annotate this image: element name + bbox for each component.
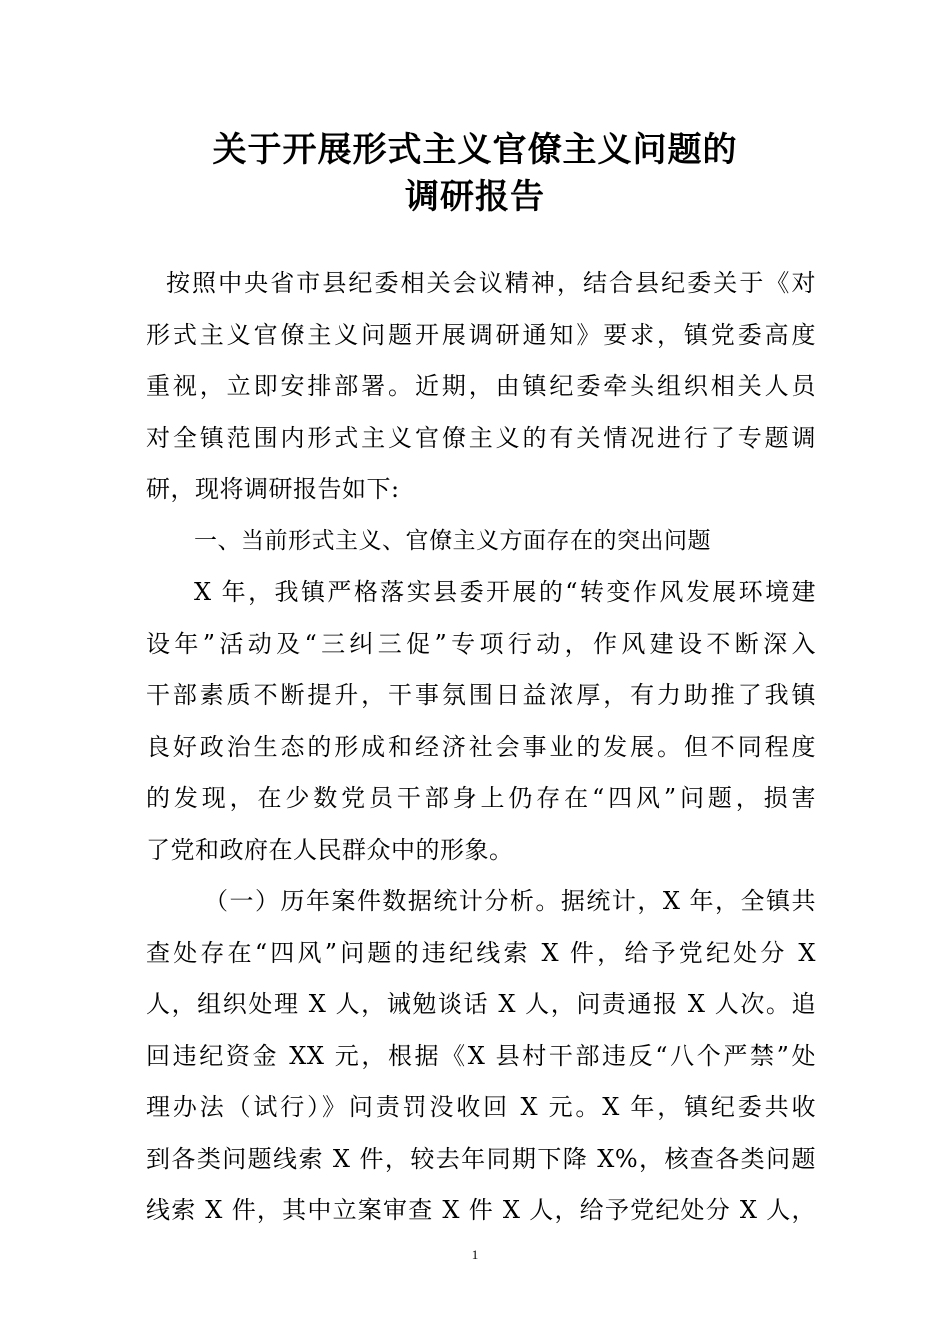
paragraph-1-line: 重视，立即安排部署。近期，由镇纪委牵头组织相关人员 [146,372,816,400]
paragraph-3-line: 线索 X 件，其中立案审查 X 件 X 人，给予党纪处分 X 人， [146,1196,816,1224]
document-title-line-2: 调研报告 [405,177,545,217]
paragraph-1-line: 对全镇范围内形式主义官僚主义的有关情况进行了专题调 [146,423,816,452]
paragraph-2-line: 设年”活动及“三纠三促”专项行动，作风建设不断深入 [146,629,816,658]
paragraph-3-line: 人，组织处理 X 人，诫勉谈话 X 人，问责通报 X 人次。追 [146,990,816,1018]
paragraph-3-line: （一）历年案件数据统计分析。据统计，X 年，全镇共 [204,887,816,915]
paragraph-2-line: 良好政治生态的形成和经济社会事业的发展。但不同程度 [146,732,816,761]
paragraph-3-line: 查处存在“四风”问题的违纪线索 X 件，给予党纪处分 X [146,938,816,967]
document-body [146,258,816,1237]
paragraph-1-line: 研，现将调研报告如下: [146,475,400,503]
paragraph-2-line: 了党和政府在人民群众中的形象。 [146,835,514,864]
paragraph-1-line: 形式主义官僚主义问题开展调研通知》要求，镇党委高度 [146,320,816,349]
page-number: 1 [471,1247,479,1262]
paragraph-3-line: 到各类问题线索 X 件，较去年同期下降 X%，核查各类问题 [146,1144,816,1173]
paragraph-2-line: 干部素质不断提升，干事氛围日益浓厚，有力助推了我镇 [146,681,816,709]
paragraph-3-line: 回违纪资金 XX 元，根据《X 县村干部违反“八个严禁”处 [146,1041,816,1070]
section-heading-1: 一、当前形式主义、官僚主义方面存在的突出问题 [194,527,711,554]
paragraph-2-line: X 年，我镇严格落实县委开展的“转变作风发展环境建 [194,578,816,606]
paragraph-1-line: 按照中央省市县纪委相关会议精神，结合县纪委关于《对 [166,269,816,297]
paragraph-2-line: 的发现，在少数党员干部身上仍存在“四风”问题，损害 [146,784,816,812]
document-title-line-1: 关于开展形式主义官僚主义问题的 [212,130,738,170]
paragraph-3-line: 理办法（试行）》问责罚没收回 X 元。X 年，镇纪委共收 [146,1093,816,1121]
